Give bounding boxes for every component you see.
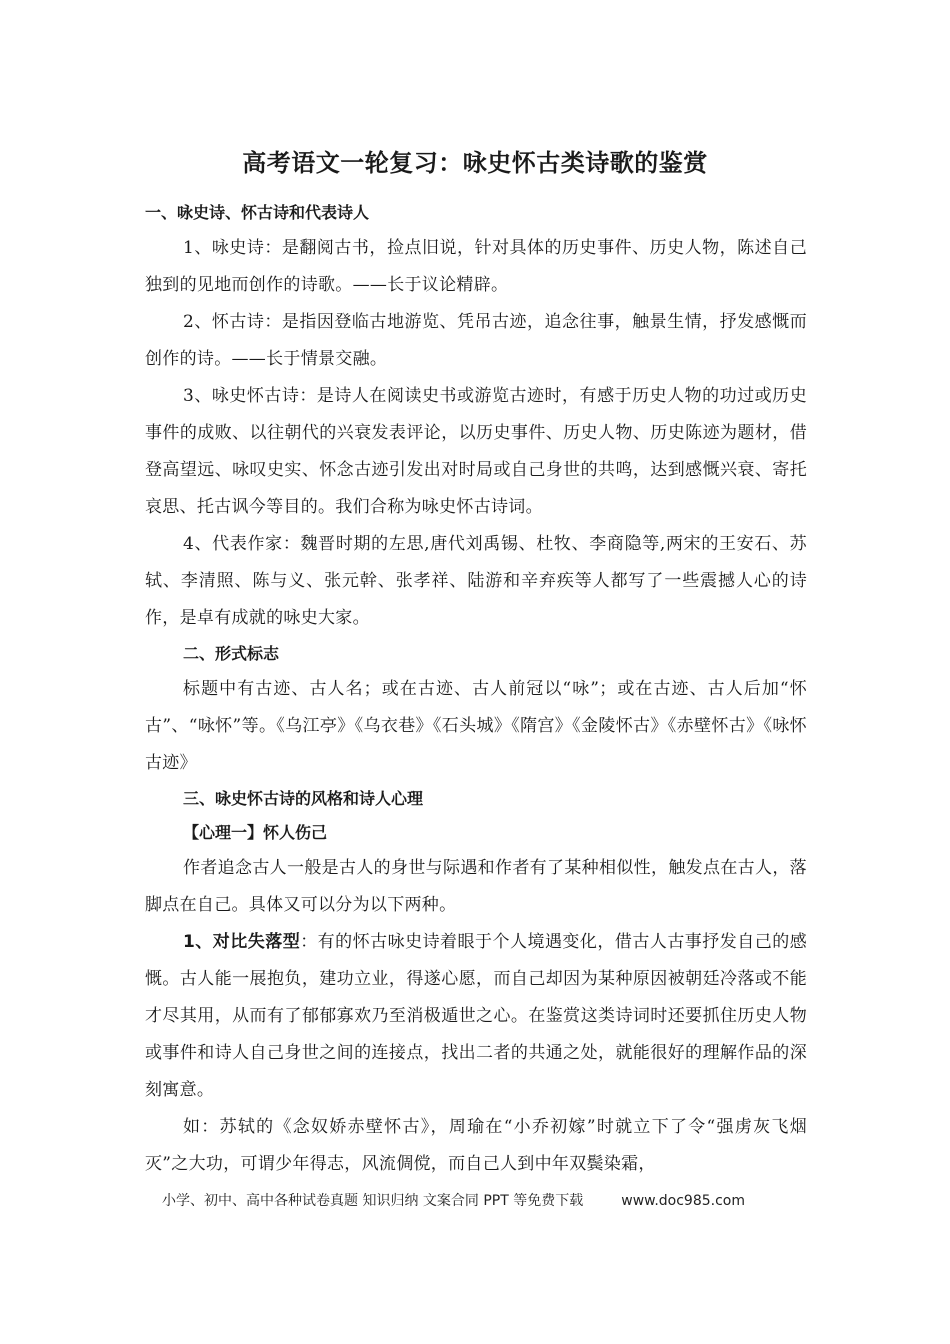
paragraph-yongshi-huaigu-definition: 3、咏史怀古诗：是诗人在阅读史书或游览古迹时，有感于历史人物的功过或历史事件的成败、以往朝代的兴衰发表评论，以历史事件、历史人物、历史陈迹为题材，借登高望远、咏叹史实、怀念古迹引发出对时局或自己身世的共鸣，达到感慨兴衰、寄托哀思、托古讽今等目的。我们合称为咏史怀古诗词。: [145, 386, 807, 517]
paragraph-representative-authors: 4、代表作家：魏晋时期的左思,唐代刘禹锡、杜牧、李商隐等,两宋的王安石、苏轼、李清照、陈与义、张元幹、张孝祥、陆游和辛弃疾等人都写了一些震撼人心的诗作，是卓有成就的咏史大家。: [145, 534, 807, 628]
paragraph-example-sushi: 如：苏轼的《念奴娇赤壁怀古》，周瑜在“小乔初嫁”时就立下了令“强虏灰飞烟灭”之大功，可谓少年得志，风流倜傥，而自己人到中年双鬓染霜，: [145, 1117, 807, 1174]
footer-text: 小学、初中、高中各种试卷真题 知识归纳 文案合同 PPT 等免费下载: [162, 1193, 584, 1209]
paragraph-yongshi-definition: 1、咏史诗：是翻阅古书，捡点旧说，针对具体的历史事件、历史人物，陈述自己独到的见地而创作的诗歌。——长于议论精辟。: [145, 238, 807, 295]
section-heading-1: 一、咏史诗、怀古诗和代表诗人: [145, 203, 370, 222]
document-body: [145, 196, 807, 1183]
page-footer: [162, 1187, 802, 1215]
paragraph-psychology-intro: 作者追念古人一般是古人的身世与际遇和作者有了某种相似性，触发点在古人，落脚点在自己。具体又可以分为以下两种。: [145, 858, 807, 915]
contrast-type-label: 1、对比失落型: [183, 932, 301, 952]
paragraph-huaigu-definition: 2、怀古诗：是指因登临古地游览、凭吊古迹，追念往事，触景生情，抒发感慨而创作的诗。——长于情景交融。: [145, 312, 807, 369]
subheading-psychology-1: 【心理一】怀人伤己: [183, 823, 328, 842]
footer-site-link[interactable]: www.doc985.com: [621, 1193, 745, 1209]
document-title: 高考语文一轮复习：咏史怀古类诗歌的鉴赏: [242, 149, 708, 177]
paragraph-form-markers: 标题中有古迹、古人名；或在古迹、古人前冠以“咏”；或在古迹、古人后加“怀古”、“咏怀”等。《乌江亭》《乌衣巷》《石头城》《隋宫》《金陵怀古》《赤壁怀古》《咏怀古迹》: [145, 679, 807, 773]
section-heading-3: 三、咏史怀古诗的风格和诗人心理: [183, 789, 424, 808]
section-heading-2: 二、形式标志: [183, 644, 280, 663]
contrast-type-text: ：有的怀古咏史诗着眼于个人境遇变化，借古人古事抒发自己的感慨。古人能一展抱负，建功立业，得遂心愿，而自己却因为某种原因被朝廷冷落或不能才尽其用，从而有了郁郁寡欢乃至消极遁世之心。在鉴赏这类诗词时还要抓住历史人物或事件和诗人自己身世之间的连接点，找出二者的共通之处，就能很好的理解作品的深刻寓意。: [145, 932, 807, 1100]
paragraph-contrast-type: [145, 924, 807, 1109]
